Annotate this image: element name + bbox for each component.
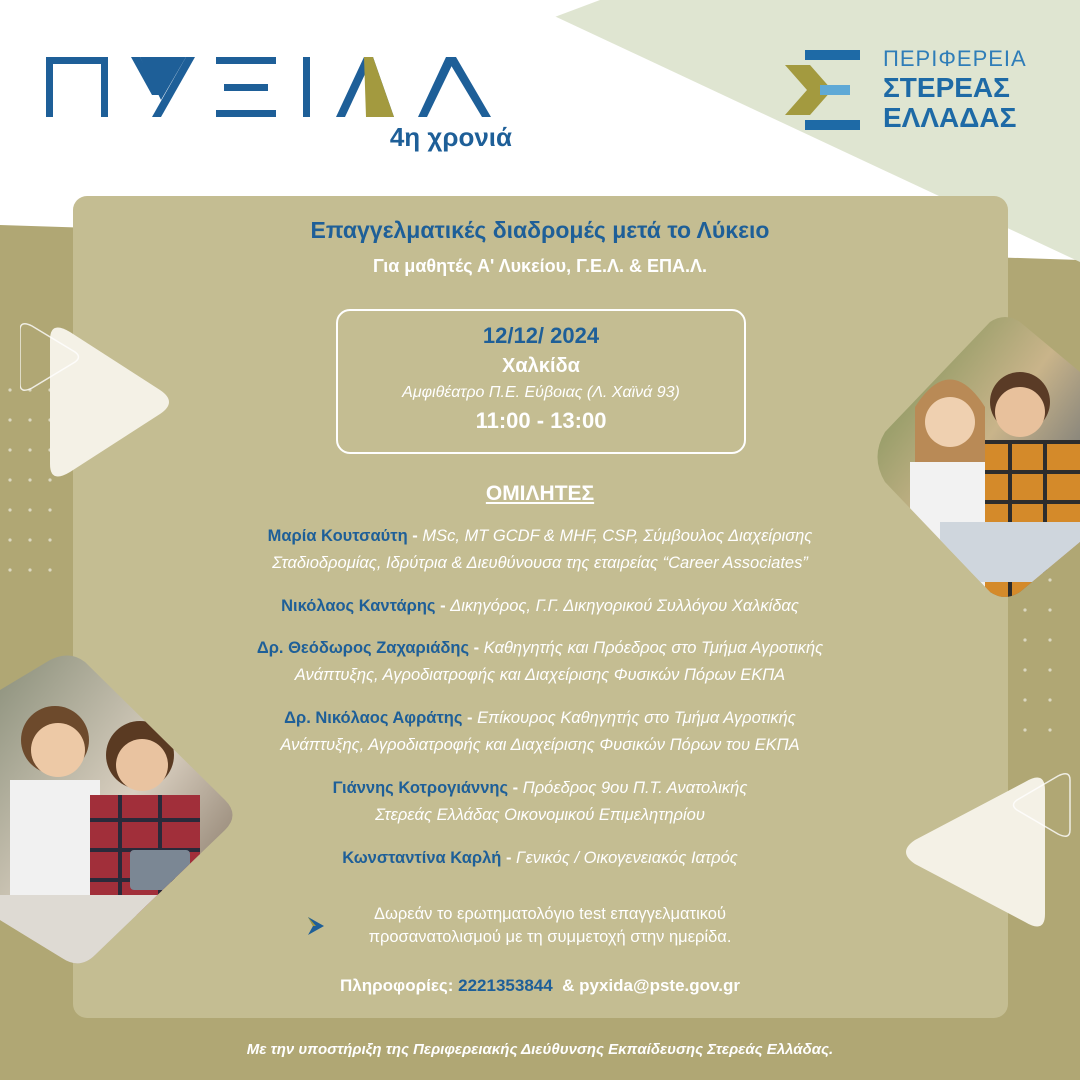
- speaker-item: [180, 635, 900, 689]
- speaker-dash: -: [469, 639, 484, 657]
- event-title: Επαγγελματικές διαδρομές μετά το Λύκειο: [310, 217, 770, 243]
- students-photo-right: [870, 312, 1080, 602]
- footer-support-note: Με την υποστήριξη της Περιφερειακής Διεύθυνσης Εκπαίδευσης Στερεάς Ελλάδας.: [246, 1041, 834, 1058]
- speaker-item: [180, 845, 900, 872]
- speaker-desc-line1: MSc, MT GCDF & MHF, CSP, Σύμβουλος Διαχείρισης: [422, 527, 813, 545]
- region-logo-text: [883, 48, 1043, 132]
- region-line2: ΣΤΕΡΕΑΣ: [883, 72, 1010, 103]
- event-venue: Αμφιθέατρο Π.Ε. Εύβοιας (Λ. Χαϊνά 93): [402, 384, 680, 401]
- contact-info: [0, 976, 1080, 996]
- speaker-dash: -: [435, 597, 451, 615]
- speaker-name: Μαρία Κουτσαύτη: [267, 527, 408, 545]
- event-subtitle: Για μαθητές Α' Λυκείου, Γ.Ε.Λ. & ΕΠΑ.Λ.: [373, 256, 707, 276]
- pyxida-logo: [46, 55, 516, 120]
- event-date: 12/12/ 2024: [482, 323, 600, 348]
- speaker-item: [180, 593, 900, 620]
- info-amp: &: [562, 976, 575, 995]
- speaker-desc-line1: Πρόεδρος 9ου Π.Τ. Ανατολικής: [522, 779, 748, 797]
- event-details-box: [336, 309, 746, 454]
- speaker-desc-line2: Σταδιοδρομίας, Ιδρύτρια & Διευθύνουσα της εταιρείας “Career Associates”: [272, 554, 808, 572]
- speaker-name: Δρ. Θεόδωρος Ζαχαριάδης: [256, 639, 470, 657]
- speaker-name: Νικόλαος Καντάρης: [281, 597, 436, 615]
- speaker-desc-line1: Καθηγητής και Πρόεδρος στο Τμήμα Αγροτικής: [483, 639, 824, 657]
- speaker-desc-line1: Επίκουρος Καθηγητής στο Τμήμα Αγροτικής: [477, 709, 796, 727]
- speaker-name: Γιάννης Κοτρογιάννης: [332, 779, 509, 797]
- speaker-desc-line1: Δικηγόρος, Γ.Γ. Δικηγορικού Συλλόγου Χαλκίδας: [450, 597, 799, 615]
- speaker-desc-line2: Ανάπτυξης, Αγροδιατροφής και Διαχείρισης Φυσικών Πόρων του ΕΚΠΑ: [280, 736, 800, 754]
- speaker-dash: -: [407, 527, 423, 545]
- play-triangle-left-icon: [20, 320, 180, 490]
- speakers-heading: ΟΜΙΛΗΤΕΣ: [485, 482, 595, 505]
- speaker-name: Κωνσταντίνα Καρλή: [342, 849, 502, 867]
- play-triangle-right-icon: [895, 770, 1075, 940]
- speaker-item: [180, 775, 900, 829]
- info-email[interactable]: pyxida@pste.gov.gr: [579, 976, 740, 995]
- speaker-desc-line2: Ανάπτυξης, Αγροδιατροφής και Διαχείρισης Φυσικών Πόρων ΕΚΠΑ: [294, 666, 786, 684]
- free-note-line1: Δωρεάν το ερωτηματολόγιο test επαγγελματικού: [373, 905, 726, 923]
- region-line3: ΕΛΛΑΔΑΣ: [883, 102, 1017, 133]
- speaker-dash: -: [501, 849, 517, 867]
- speaker-dash: -: [462, 709, 478, 727]
- logo-subtitle: 4η χρονιά: [389, 122, 512, 152]
- free-note-line2: προσανατολισμού με τη συμμετοχή στην ημερίδα.: [368, 928, 732, 946]
- speaker-dash: -: [508, 779, 523, 797]
- speaker-desc-line2: Στερεάς Ελλάδας Οικονομικού Επιμελητηρίου: [375, 806, 705, 824]
- event-time: 11:00 - 13:00: [475, 408, 607, 433]
- speaker-desc-line1: Γενικός / Οικογενειακός Ιατρός: [516, 849, 738, 867]
- speaker-item: [180, 523, 900, 577]
- info-label: Πληροφορίες:: [340, 976, 454, 995]
- speaker-name: Δρ. Νικόλαος Αφράτης: [284, 709, 463, 727]
- region-line1: ΠΕΡΙΦΕΡΕΙΑ: [883, 46, 1027, 71]
- speaker-item: [180, 705, 900, 759]
- info-phone[interactable]: 2221353844: [458, 976, 553, 995]
- event-city: Χαλκίδα: [502, 355, 580, 377]
- free-questionnaire-note: [300, 903, 800, 949]
